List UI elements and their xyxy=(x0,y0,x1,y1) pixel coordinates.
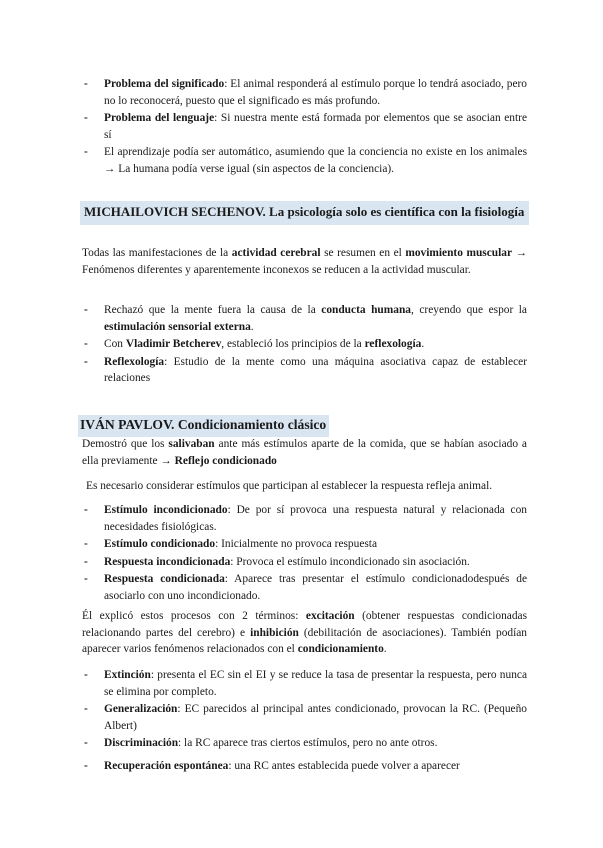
list-item: - Respuesta condicionada: Aparece tras presentar el estímulo condicionadodespués de asociarlo con uno incondicionado. xyxy=(84,573,527,602)
list-item: - Problema del lenguaje: Si nuestra mente está formada por elementos que se asocian entre sí xyxy=(84,112,528,141)
list-item: - Estímulo incondicionado: De por sí provoca una respuesta natural y relacionada con necesidades fisiológicas. xyxy=(84,504,527,533)
list-item: - Extinción: presenta el EC sin el EI y se reduce la tasa de presentar la respuesta, pero nunca se elimina por completo. xyxy=(84,669,527,698)
paragraph: Es necesario considerar estímulos que participan al establecer la respuesta refleja animal. xyxy=(86,480,493,492)
sechenov-bullet-list xyxy=(0,302,603,388)
pavlov-note xyxy=(0,478,603,495)
section-heading: MICHAILOVICH SECHENOV. La psicología solo es científica con la fisiología xyxy=(80,201,529,225)
pavlov-explain xyxy=(0,608,603,658)
sechenov-intro xyxy=(0,245,603,278)
pavlov-section xyxy=(0,415,603,437)
stimuli-bullet-list xyxy=(0,502,603,606)
section-heading: IVÁN PAVLOV. Condicionamiento clásico xyxy=(78,415,329,437)
pavlov-intro xyxy=(0,436,603,469)
paragraph: Demostró que los salivaban ante más estímulos aparte de la comida, que se habían asociado a ella previamente → Reflejo condicionado xyxy=(82,438,527,467)
list-item: - Reflexología: Estudio de la mente como una máquina asociativa capaz de establecer relaciones xyxy=(84,355,527,385)
list-item: - Rechazó que la mente fuera la causa de la conducta humana, creyendo que espor la estimulación sensorial externa. xyxy=(84,304,527,333)
list-item: - Estímulo condicionado: Inicialmente no provoca respuesta xyxy=(84,538,378,551)
term: Problema del lenguaje xyxy=(104,112,215,125)
sechenov-section xyxy=(0,201,603,225)
top-bullet-list xyxy=(0,76,603,179)
list-item: - Discriminación: la RC aparece tras ciertos estímulos, pero no ante otros. xyxy=(84,737,438,750)
list-item: - El aprendizaje podía ser automático, asumiendo que la conciencia no existe en los animales → La humana podía verse igual (sin aspectos de la conciencia). xyxy=(84,146,527,175)
list-item: - Recuperación espontánea: una RC antes establecida puede volver a aparecer xyxy=(84,759,460,772)
list-item: - Generalización: EC parecidos al principal antes condicionado, provocan la RC. (Pequeño Albert) xyxy=(84,703,527,732)
list-item: - Con Vladimir Betcherev, estableció los principios de la reflexología. xyxy=(84,338,425,351)
list-item: - Respuesta incondicionada: Provoca el estímulo incondicionado sin asociación. xyxy=(84,555,470,568)
term: Problema del significado xyxy=(104,78,225,90)
paragraph: Él explicó estos procesos con 2 términos: excitación (obtener respuestas condicionadas relacionando partes del cerebro) e inhibición (debilitación de asociaciones). También podían aparecer varios fenómenos relacionados con el condicionamiento. xyxy=(82,610,527,656)
list-item: - Problema del significado: El animal responderá al estímulo porque lo tendrá asociado, pero no lo reconocerá, puesto que el significado es más profundo. xyxy=(84,78,527,107)
paragraph: Todas las manifestaciones de la actividad cerebral se resumen en el movimiento muscular → Fenómenos diferentes y aparentemente inconexos se reducen a la actividad muscular. xyxy=(82,247,527,276)
phenomena-bullet-list xyxy=(0,667,603,776)
